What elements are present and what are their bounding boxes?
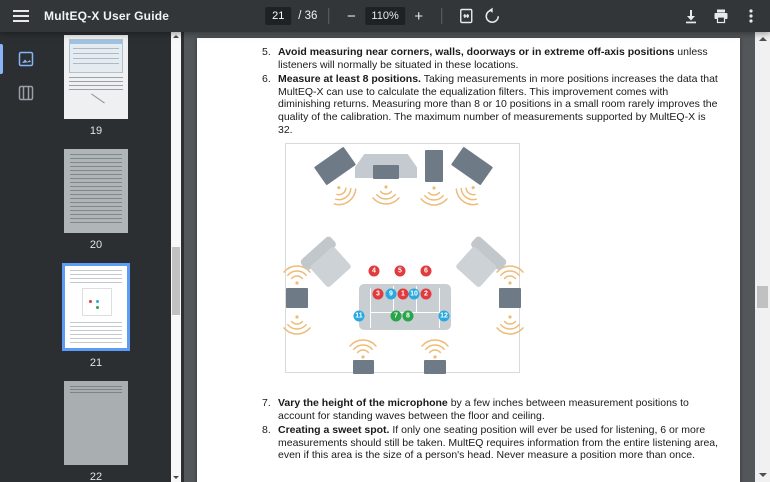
- page-and-zoom-controls: [265, 0, 505, 32]
- measurement-point-1: 1: [398, 289, 409, 300]
- toolbar: [0, 0, 770, 32]
- fit-page-icon[interactable]: [453, 3, 479, 29]
- scrollbar-thumb[interactable]: [757, 286, 768, 308]
- list-item-text: by a few inches between measurement positions to account for standing waves between the floor and ceiling.: [278, 397, 689, 422]
- list-item-text: If only one seating position will ever be used for listening, 6 or more measurements should still be taken. MultEQ requires information from the entire listening area, even if this area is the size of a person's head. Never measure a position more than once.: [278, 424, 719, 462]
- list-items-before-figure: [262, 46, 724, 138]
- list-item: [262, 397, 724, 422]
- measurement-point-9: 9: [386, 289, 397, 300]
- measurement-point-2: 2: [421, 289, 432, 300]
- page-number-input[interactable]: [265, 7, 291, 25]
- pdf-page: [197, 38, 740, 482]
- page-count-label: / 36: [298, 10, 318, 22]
- outline-icon[interactable]: [0, 76, 52, 110]
- rotate-ccw-icon[interactable]: [479, 3, 505, 29]
- measurement-point-5: 5: [395, 266, 406, 277]
- surround-right-speaker: [499, 288, 521, 308]
- page-thumbnail[interactable]: [62, 263, 130, 351]
- rear-left-speaker: [353, 360, 374, 374]
- thumbnail-list: [64, 32, 164, 482]
- toolbar-actions: [678, 0, 764, 32]
- list-item-number: 8.: [262, 424, 271, 437]
- front-right-speaker: [451, 147, 493, 186]
- measurement-point-12: 12: [440, 312, 448, 320]
- measurement-point-10: 10: [410, 290, 418, 298]
- more-options-icon[interactable]: [738, 3, 764, 29]
- thumbnail-page-label: 20: [89, 239, 103, 251]
- subwoofer: [425, 150, 443, 182]
- scroll-up-arrow[interactable]: [759, 37, 767, 41]
- surround-left-speaker: [286, 288, 308, 308]
- page-thumbnail[interactable]: [64, 35, 128, 119]
- zoom-in-button[interactable]: +: [408, 3, 430, 29]
- zoom-level[interactable]: 110%: [365, 7, 404, 25]
- list-item-number: 5.: [262, 46, 271, 58]
- sound-wave-icon: [419, 185, 449, 209]
- sidebar-scrollbar[interactable]: [171, 32, 181, 482]
- list-item-bold-text: Measure at least 8 positions.: [278, 73, 421, 86]
- thumbnail-page-label: 22: [89, 471, 103, 482]
- measurement-point-4: 4: [369, 266, 380, 277]
- center-speaker: [373, 165, 399, 179]
- measurement-point-6: 6: [421, 266, 432, 277]
- scroll-up-arrow[interactable]: [173, 35, 179, 38]
- measurement-point-7: 7: [391, 311, 402, 322]
- divider: [441, 8, 442, 24]
- page-thumbnail[interactable]: [64, 381, 128, 465]
- menu-icon[interactable]: [8, 3, 34, 29]
- list-item-text: unless listeners will normally be situated in these locations.: [278, 46, 708, 71]
- scroll-down-arrow[interactable]: [759, 473, 767, 477]
- divider: [328, 8, 329, 24]
- document-title: MultEQ-X User Guide: [44, 9, 170, 23]
- sound-wave-icon: [420, 336, 450, 360]
- sound-wave-icon: [495, 314, 525, 338]
- zoom-out-button[interactable]: −: [340, 3, 362, 29]
- thumbnail-page-label: 19: [89, 125, 103, 137]
- sidebar-rail: [0, 32, 52, 482]
- list-item: [262, 46, 724, 71]
- download-icon[interactable]: [678, 3, 704, 29]
- list-item: [262, 424, 724, 462]
- list-item-number: 7.: [262, 397, 271, 409]
- active-view-indicator: [0, 44, 3, 74]
- sidebar: [0, 32, 184, 482]
- list-item-number: 6.: [262, 73, 271, 86]
- main-scrollbar[interactable]: [755, 32, 770, 482]
- rear-right-speaker: [424, 360, 446, 374]
- list-item-bold-text: Vary the height of the microphone: [278, 397, 448, 409]
- list-item-bold-text: Creating a sweet spot.: [278, 424, 390, 437]
- thumbnails-icon[interactable]: [0, 42, 52, 76]
- list-items-after-figure: [262, 397, 724, 464]
- list-item-bold-text: Avoid measuring near corners, walls, doorways or in extreme off-axis positions: [278, 46, 675, 58]
- sound-wave-icon: [282, 314, 312, 338]
- measurement-point-3: 3: [373, 289, 384, 300]
- measurement-point-8: 8: [403, 311, 414, 322]
- scrollbar-thumb[interactable]: [172, 247, 180, 315]
- list-item: [262, 73, 724, 136]
- page-thumbnail[interactable]: [64, 149, 128, 233]
- sound-wave-icon: [371, 184, 401, 208]
- document-viewport: [184, 32, 770, 482]
- sound-wave-icon: [348, 336, 378, 360]
- room-measurement-diagram: [285, 143, 520, 373]
- thumbnail-page-label: 21: [89, 357, 103, 369]
- measurement-point-11: 11: [355, 312, 363, 320]
- scroll-down-arrow[interactable]: [173, 476, 179, 479]
- print-icon[interactable]: [708, 3, 734, 29]
- list-item-text: Taking measurements in more positions increases the data that MultEQ-X can use to calculate the equalization filters. This improvement comes with diminishing returns. Measuring more than 8 or 10 positions in a small room rarely improves the quality of the calibration. The maximum number of measurements supported by MultEQ-X is 32.: [278, 73, 718, 136]
